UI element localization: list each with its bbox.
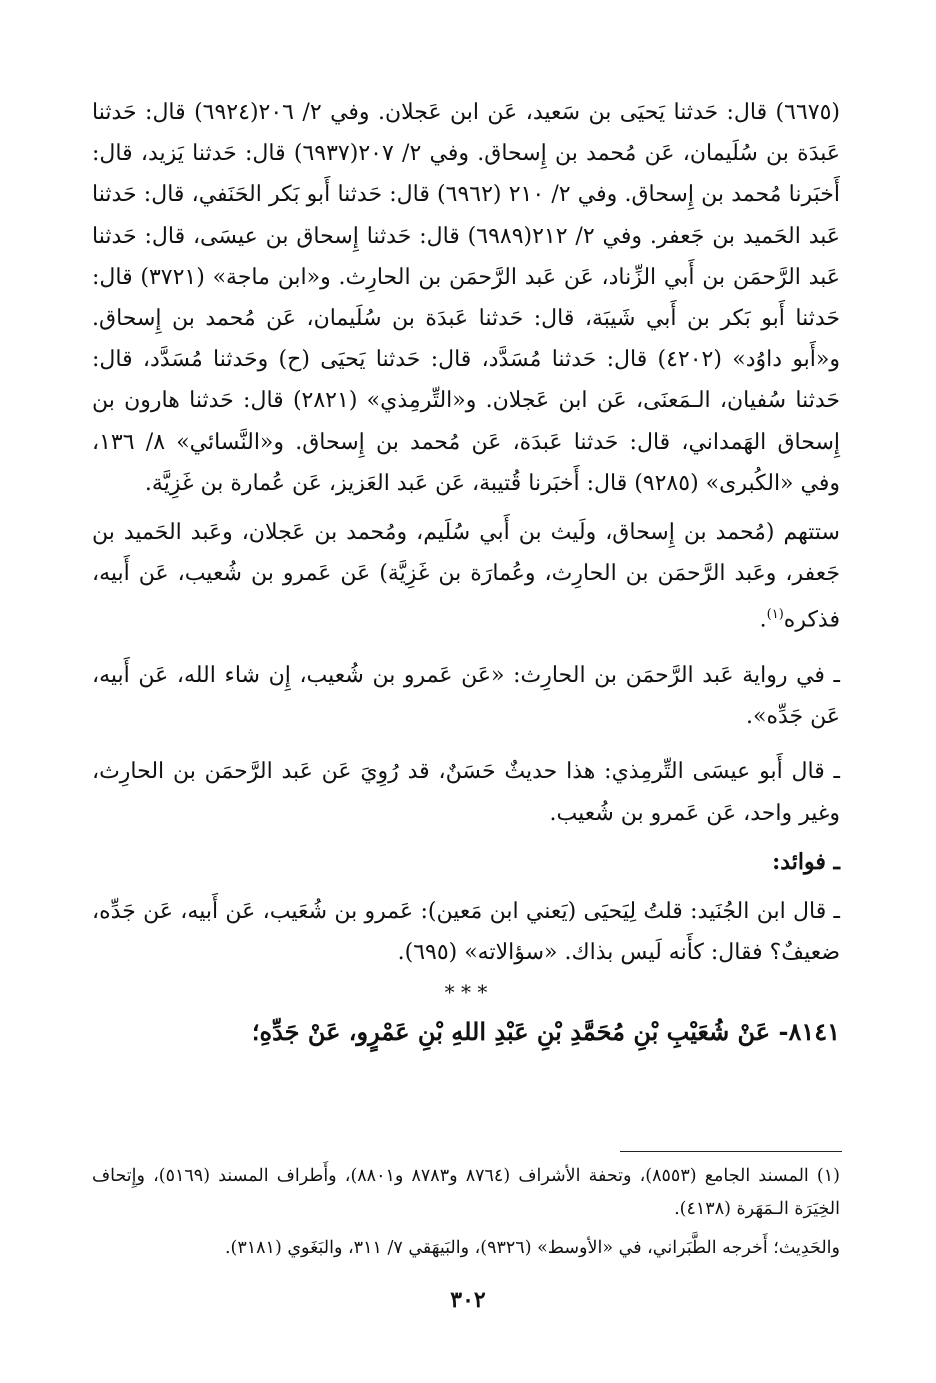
footnote-2: والحَدِيث؛ أَخرجه الطَّبَراني، في «الأوسط» (٩٣٢٦)، والبَيهَقي ٧/ ٣١١، والبَغَوي (٣١٨١). [224, 1238, 840, 1258]
sentence-period: . [759, 607, 767, 633]
fawaid-heading: ـ فوائد: [772, 848, 840, 875]
six-narrators-paragraph [92, 512, 840, 641]
tirmidhi-note: ـ قال أَبو عيسَى التِّرمِذي: هذا حديثٌ حَسَنٌ، قد رُوِيَ عَن عَبد الرَّحمَن بن الحارِث، وغير واحد، عَن عَمرو بن شُعيب. [92, 759, 840, 826]
footnote-1: (١) المسند الجامع (٨٥٥٣)، وتحفة الأشراف (٨٧٦٤ و٨٧٨٣ و٨٨٠١)، وأَطراف المسند (٥١٦٩)، وإِتحاف الخِيَرَة الـمَهَرة (٤١٣٨). [92, 1166, 840, 1219]
footnotes [92, 1160, 840, 1265]
section-separator: * * * [444, 980, 488, 1005]
fawaid-text: ـ قال ابن الجُنَيد: قلتُ لِيَحيَى (يَعني ابن مَعين): عَمرو بن شُعَيب، عَن أَبيه، عَن جَدِّه، ضعيفٌ؟ فقال: كأَنه لَيس بذاك. «سؤالاته» (٦٩٥). [92, 898, 840, 966]
riwaya-note: ـ في رواية عَبد الرَّحمَن بن الحارِث: «عَن عَمرو بن شُعيب، إِن شاء الله، عَن أَبيه، عَن جَدِّه». [92, 662, 840, 730]
page-number: ٣٠٢ [450, 1287, 486, 1313]
six-narrators-text: ستتهم (مُحمد بن إِسحاق، ولَيث بن أَبي سُلَيم، ومُحمد بن عَجلان، وعَبد الحَميد بن جَعفر، وعَبد الرَّحمَن بن الحارِث، وعُمارَة بن غَزِيَّة) عَن عَمرو بن شُعيب، عَن أَبيه، فذكره [92, 520, 840, 633]
footnote-divider [620, 1151, 842, 1152]
main-text [92, 92, 840, 1053]
footnote-marker[interactable]: (١) [766, 607, 784, 623]
next-hadith-title: ٨١٤١- عَنْ شُعَيْبِ بْنِ مُحَمَّدِ بْنِ عَبْدِ اللهِ بْنِ عَمْرٍو، عَنْ جَدِّهِ؛ [251, 1017, 840, 1047]
isnad-paragraph: (٦٦٧٥) قال: حَدثنا يَحيَى بن سَعيد، عَن ابن عَجلان. وفي ٢/ ٢٠٦(٦٩٢٤) قال: حَدثنا عَبدَة بن سُلَيمان، عَن مُحمد بن إِسحاق. وفي ٢/ ٢٠٧(٦٩٣٧) قال: حَدثنا يَزيد، قال: أَخبَرنا مُحمد بن إِسحاق. وفي ٢/ ٢١٠ (٦٩٦٢) قال: حَدثنا أَبو بَكر الحَنَفي، قال: حَدثنا عَبد الحَميد بن جَعفر. وفي ٢/ ٢١٢(٦٩٨٩) قال: حَدثنا إِسحاق بن عيسَى، قال: حَدثنا عَبد الرَّحمَن بن أَبي الزِّناد، عَن عَبد الرَّحمَن بن الحارِث. و«ابن ماجة» (٣٧٢١) قال: حَدثنا أَبو بَكر بن أَبي شَيبَة، قال: حَدثنا عَبدَة بن سُلَيمان، عَن مُحمد بن إِسحاق. و«أَبو داوُد» (٤٢٠٢) قال: حَدثنا مُسَدَّد، قال: حَدثنا يَحيَى (ح) وحَدثنا مُسَدَّد، قال: حَدثنا سُفيان، الـمَعنَى، عَن ابن عَجلان. و«التِّرمِذي» (٢٨٢١) قال: حَدثنا هارون بن إِسحاق الهَمداني، قال: حَدثنا عَبدَة، عَن مُحمد بن إِسحاق. و«النَّسائي» ٨/ ١٣٦، وفي «الكُبرى» (٩٢٨٥) قال: أَخبَرنا قُتيبة، عَن عَبد العَزيز، عَن عُمارة بن غَزِيَّة. [92, 100, 841, 496]
